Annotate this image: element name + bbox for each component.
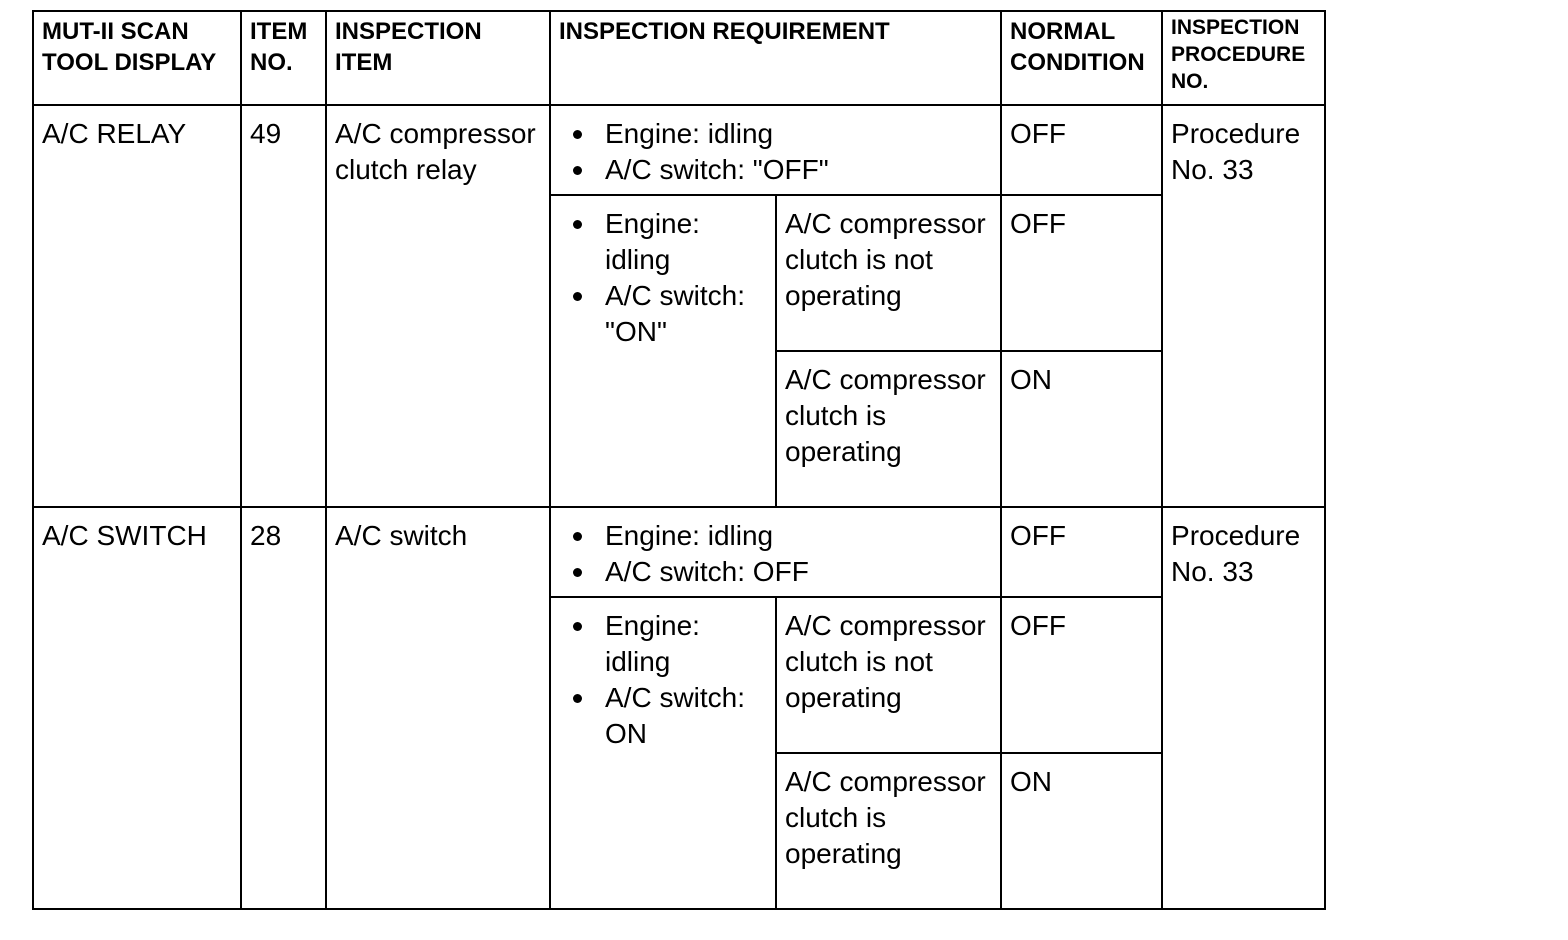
normal-condition-cell: OFF	[1001, 597, 1162, 753]
scan-tool-display-cell: A/C SWITCH	[33, 507, 241, 909]
normal-condition-cell: ON	[1001, 351, 1162, 507]
inspection-item-cell: A/C switch	[326, 507, 550, 909]
requirement-bullet: Engine: idling	[573, 608, 767, 680]
header-row	[33, 11, 1325, 105]
header-procedure-no: INSPECTION PROCEDURE NO.	[1162, 11, 1325, 105]
normal-condition-cell: ON	[1001, 753, 1162, 909]
procedure-cell: Procedure No. 33	[1162, 105, 1325, 507]
requirement-bullet: Engine: idling	[573, 116, 992, 152]
scan-tool-display-cell: A/C RELAY	[33, 105, 241, 507]
requirement-cell	[550, 507, 1001, 597]
sub-condition-cell: A/C compressor clutch is operating	[776, 753, 1001, 909]
requirement-bullet: A/C switch: ON	[573, 680, 767, 752]
inspection-table	[32, 10, 1326, 910]
table-row	[33, 105, 1325, 195]
item-no-cell: 28	[241, 507, 326, 909]
sub-condition-cell: A/C compressor clutch is not operating	[776, 597, 1001, 753]
table-row	[33, 507, 1325, 597]
header-inspection-item: INSPECTION ITEM	[326, 11, 550, 105]
header-item-no: ITEM NO.	[241, 11, 326, 105]
header-scan-tool-display: MUT-II SCAN TOOL DISPLAY	[33, 11, 241, 105]
requirement-bullet: Engine: idling	[573, 518, 992, 554]
header-normal-condition: NORMAL CONDITION	[1001, 11, 1162, 105]
requirement-bullet: A/C switch: "ON"	[573, 278, 767, 350]
item-no-cell: 49	[241, 105, 326, 507]
requirement-bullet: A/C switch: "OFF"	[573, 152, 992, 188]
normal-condition-cell: OFF	[1001, 195, 1162, 351]
procedure-cell: Procedure No. 33	[1162, 507, 1325, 909]
requirement-cell	[550, 597, 776, 909]
header-inspection-requirement: INSPECTION REQUIREMENT	[550, 11, 1001, 105]
normal-condition-cell: OFF	[1001, 507, 1162, 597]
inspection-item-cell: A/C compressor clutch relay	[326, 105, 550, 507]
requirement-cell	[550, 105, 1001, 195]
requirement-cell	[550, 195, 776, 507]
normal-condition-cell: OFF	[1001, 105, 1162, 195]
requirement-bullet: A/C switch: OFF	[573, 554, 992, 590]
sub-condition-cell: A/C compressor clutch is operating	[776, 351, 1001, 507]
requirement-bullet: Engine: idling	[573, 206, 767, 278]
sub-condition-cell: A/C compressor clutch is not operating	[776, 195, 1001, 351]
